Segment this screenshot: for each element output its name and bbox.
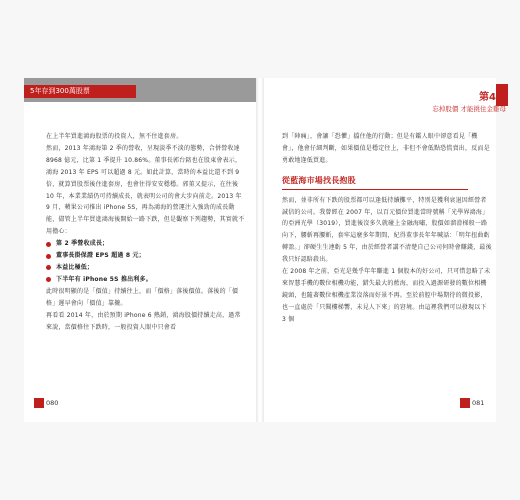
bullet-dot-icon	[46, 265, 51, 270]
bullet-item	[46, 238, 246, 250]
bullet-item	[46, 274, 246, 286]
bullet-item	[46, 262, 246, 274]
right-paragraph: 到「陣痛」，會讓「恐懼」擋住他的行動；但是有鑑人眼中卻意看見「機會」，他會仔細判斷，如果價值是穩定往上，非但不會低點恐慌賣出，反而是勇敢地逢低買進。	[282, 133, 490, 164]
left-paragraph: 再看看 2014 年，由於預期 iPhone 6 熱銷，鴻海股價持續走高，過常來說，當價格往下跌時，一般投資人眼中只會看	[46, 311, 241, 331]
left-page-number: 080	[46, 399, 59, 407]
section-title: 從藍海市場找長抱股	[282, 175, 468, 190]
page-number-marker	[460, 398, 470, 408]
bullet-text: 本益比極低；	[56, 263, 94, 271]
bullet-text: 第 2 季營收成長；	[56, 240, 109, 248]
right-page-number: 081	[472, 399, 485, 407]
chapter-subtitle: 忘掉股價 才能挑住金雞母	[432, 105, 506, 113]
bullet-text: 下半年有 iPhone 5S 推出利多。	[56, 275, 152, 283]
bullet-item	[46, 250, 246, 262]
page-number-marker	[34, 398, 44, 408]
left-text-column	[46, 131, 246, 333]
left-paragraph: 在上半年買進鴻海股票的投資人，無不住進套房。	[46, 133, 183, 140]
page-gutter	[256, 78, 264, 422]
book-title-tab: 5年存到300萬股票	[24, 85, 136, 98]
left-paragraph: 此時很明顯的是「價值」持續往上，而「價格」落後價值。落後的「價格」遲早會向「價值」靠攏。	[46, 287, 239, 307]
bullet-text: 董事長掛保證 EPS 超過 8 元；	[56, 252, 145, 260]
bullet-dot-icon	[46, 277, 51, 282]
chapter-number: 第4章	[479, 92, 506, 103]
bullet-dot-icon	[46, 242, 51, 247]
right-paragraph: 在 2008 年之前，亞光是幾乎年年賺進 1 個股本的好公司，只可惜忽略了未來智慧手機的數位相機功能，錯失最大的藍海，而投入過源研發的數位相機鏡頭，也隨著數位相機產業沒落而好景不再。至於前腔中場期待的微投影，也一直處於「只聞樓梯響，未見人下來」的窘境。由這裡我們可以發現以下 3 個	[282, 268, 491, 323]
right-paragraph: 然而，並非所有下跌的股票都可以逢低持續攤平，特別是獲利衰退因經營者誠信的公司。我曾經在 2007 年，以百元價位買進當時號稱「光學界鴻海」的亞洲光學（3019），買進後沒多久就碰上金融海嘯，股價如溜滑梯般一路向下，腰斬再腰斬，套牢這麼多年期間，紀得董事長年年喊話：「明年扭曲虧轉盈。」卻硬生生連虧 5 年，由於經營者講不清楚自己公司何時會賺錢，最後我只好認賠殺出。	[282, 196, 492, 264]
right-text-column	[282, 131, 492, 326]
chapter-heading	[420, 88, 506, 113]
bullet-dot-icon	[46, 254, 51, 259]
left-paragraph: 然而，2013 年鴻海第 2 季的營收，呈現淡季不淡的態勢，合併營收達 8968 億元，比第 1 季提升 10.86%。董事長郭台銘也在股東會表示，鴻海 2013 年 EPS 可以超過 8 元。如此計算，當時的本益比還不到 9 倍，就算買股票後住進套房，也會住得安安穩穩。郭董又提示，在往後 10 年，本業業績仍可持續成長，就表明公司的會大步向前走。2013 年 9 月，蘋果公司推出 iPhone 5S，再為鴻海的營運注入強勁的成長動能，儘管上半年買進鴻海後開始一路下跌，但是觀察下列趨勢，其實就不用擔心：	[46, 144, 245, 236]
